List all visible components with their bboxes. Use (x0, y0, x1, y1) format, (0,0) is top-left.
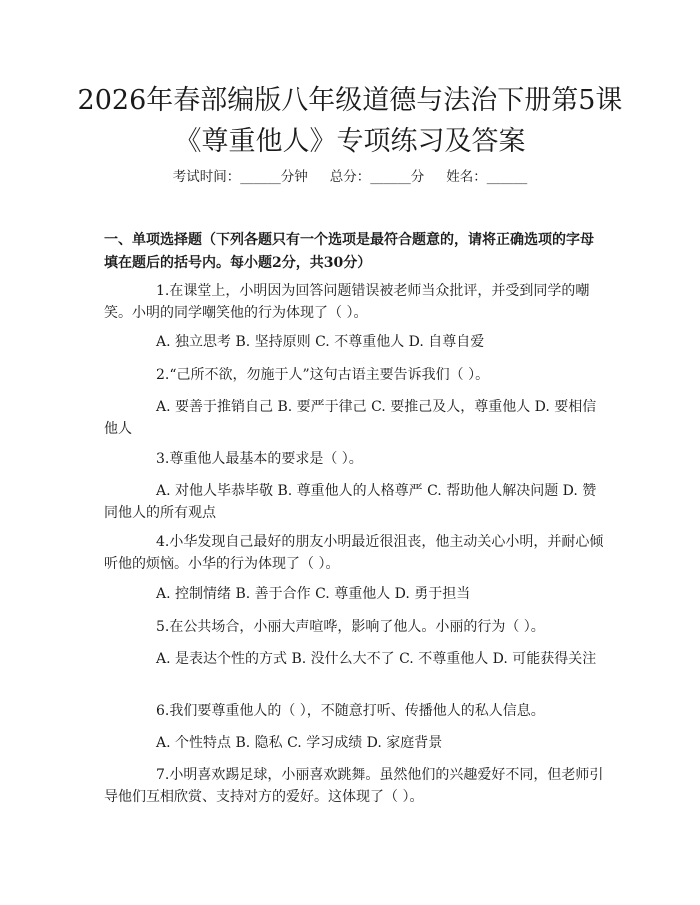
question-2 (104, 364, 604, 386)
question-number: 4. (156, 534, 170, 550)
question-6-options: A. 个性特点 B. 隐私 C. 学习成绩 D. 家庭背景 (156, 735, 443, 751)
question-4 (104, 531, 604, 575)
question-stem: 小明喜欢踢足球，小丽喜欢跳舞。虽然他们的兴趣爱好不同，但老师引导他们互相欣赏、支持对方的爱好。这体现了（ ）。 (104, 767, 604, 805)
question-number: 5. (156, 619, 170, 635)
exam-info-line (0, 167, 700, 187)
question-stem: 尊重他人最基本的要求是（ ）。 (169, 451, 363, 467)
exam-time-field: 考试时间：______分钟 (172, 169, 308, 185)
question-3-options: A. 对他人毕恭毕敬 B. 尊重他人的人格尊严 C. 帮助他人解决问题 D. 赞同他人的所有观点 (104, 483, 597, 521)
student-name-field: 姓名：______ (446, 169, 528, 185)
question-3 (104, 448, 604, 470)
question-1 (104, 280, 604, 324)
question-number: 6. (156, 703, 170, 719)
section-heading-single-choice: 一、单项选择题（下列各题只有一个选项是最符合题意的，请将正确选项的字母填在题后的括号内。每小题2分，共30分） (104, 232, 594, 271)
question-stem: 小华发现自己最好的朋友小明最近很沮丧，他主动关心小明，并耐心倾听他的烦恼。小华的行为体现了（ ）。 (104, 534, 604, 572)
question-6 (104, 700, 604, 722)
question-number: 2. (156, 367, 170, 383)
question-number: 3. (156, 451, 170, 467)
question-stem: “己所不欲，勿施于人”这句古语主要告诉我们（ ）。 (169, 367, 490, 383)
question-5-options: A. 是表达个性的方式 B. 没什么大不了 C. 不尊重他人 D. 可能获得关注 (156, 651, 597, 667)
question-5 (104, 616, 604, 638)
total-score-field: 总分：______分 (329, 169, 425, 185)
question-2-options: A. 要善于推销自己 B. 要严于律己 C. 要推己及人，尊重他人 D. 要相信他人 (104, 399, 597, 437)
question-stem: 我们要尊重他人的（ ），不随意打听、传播他人的私人信息。 (169, 703, 545, 719)
question-4-options: A. 控制情绪 B. 善于合作 C. 尊重他人 D. 勇于担当 (156, 586, 471, 602)
question-7 (104, 764, 604, 808)
question-number: 7. (156, 767, 170, 783)
question-1-options: A. 独立思考 B. 坚持原则 C. 不尊重他人 D. 自尊自爱 (156, 334, 485, 350)
question-stem: 在课堂上，小明因为回答问题错误被老师当众批评，并受到同学的嘲笑。小明的同学嘲笑他的行为体现了（ ）。 (104, 283, 590, 321)
document-title: 2026年春部编版八年级道德与法治下册第5课《尊重他人》专项练习及答案 (77, 85, 623, 157)
question-stem: 在公共场合，小丽大声喧哗，影响了他人。小丽的行为（ ）。 (169, 619, 545, 635)
question-number: 1. (156, 283, 170, 299)
